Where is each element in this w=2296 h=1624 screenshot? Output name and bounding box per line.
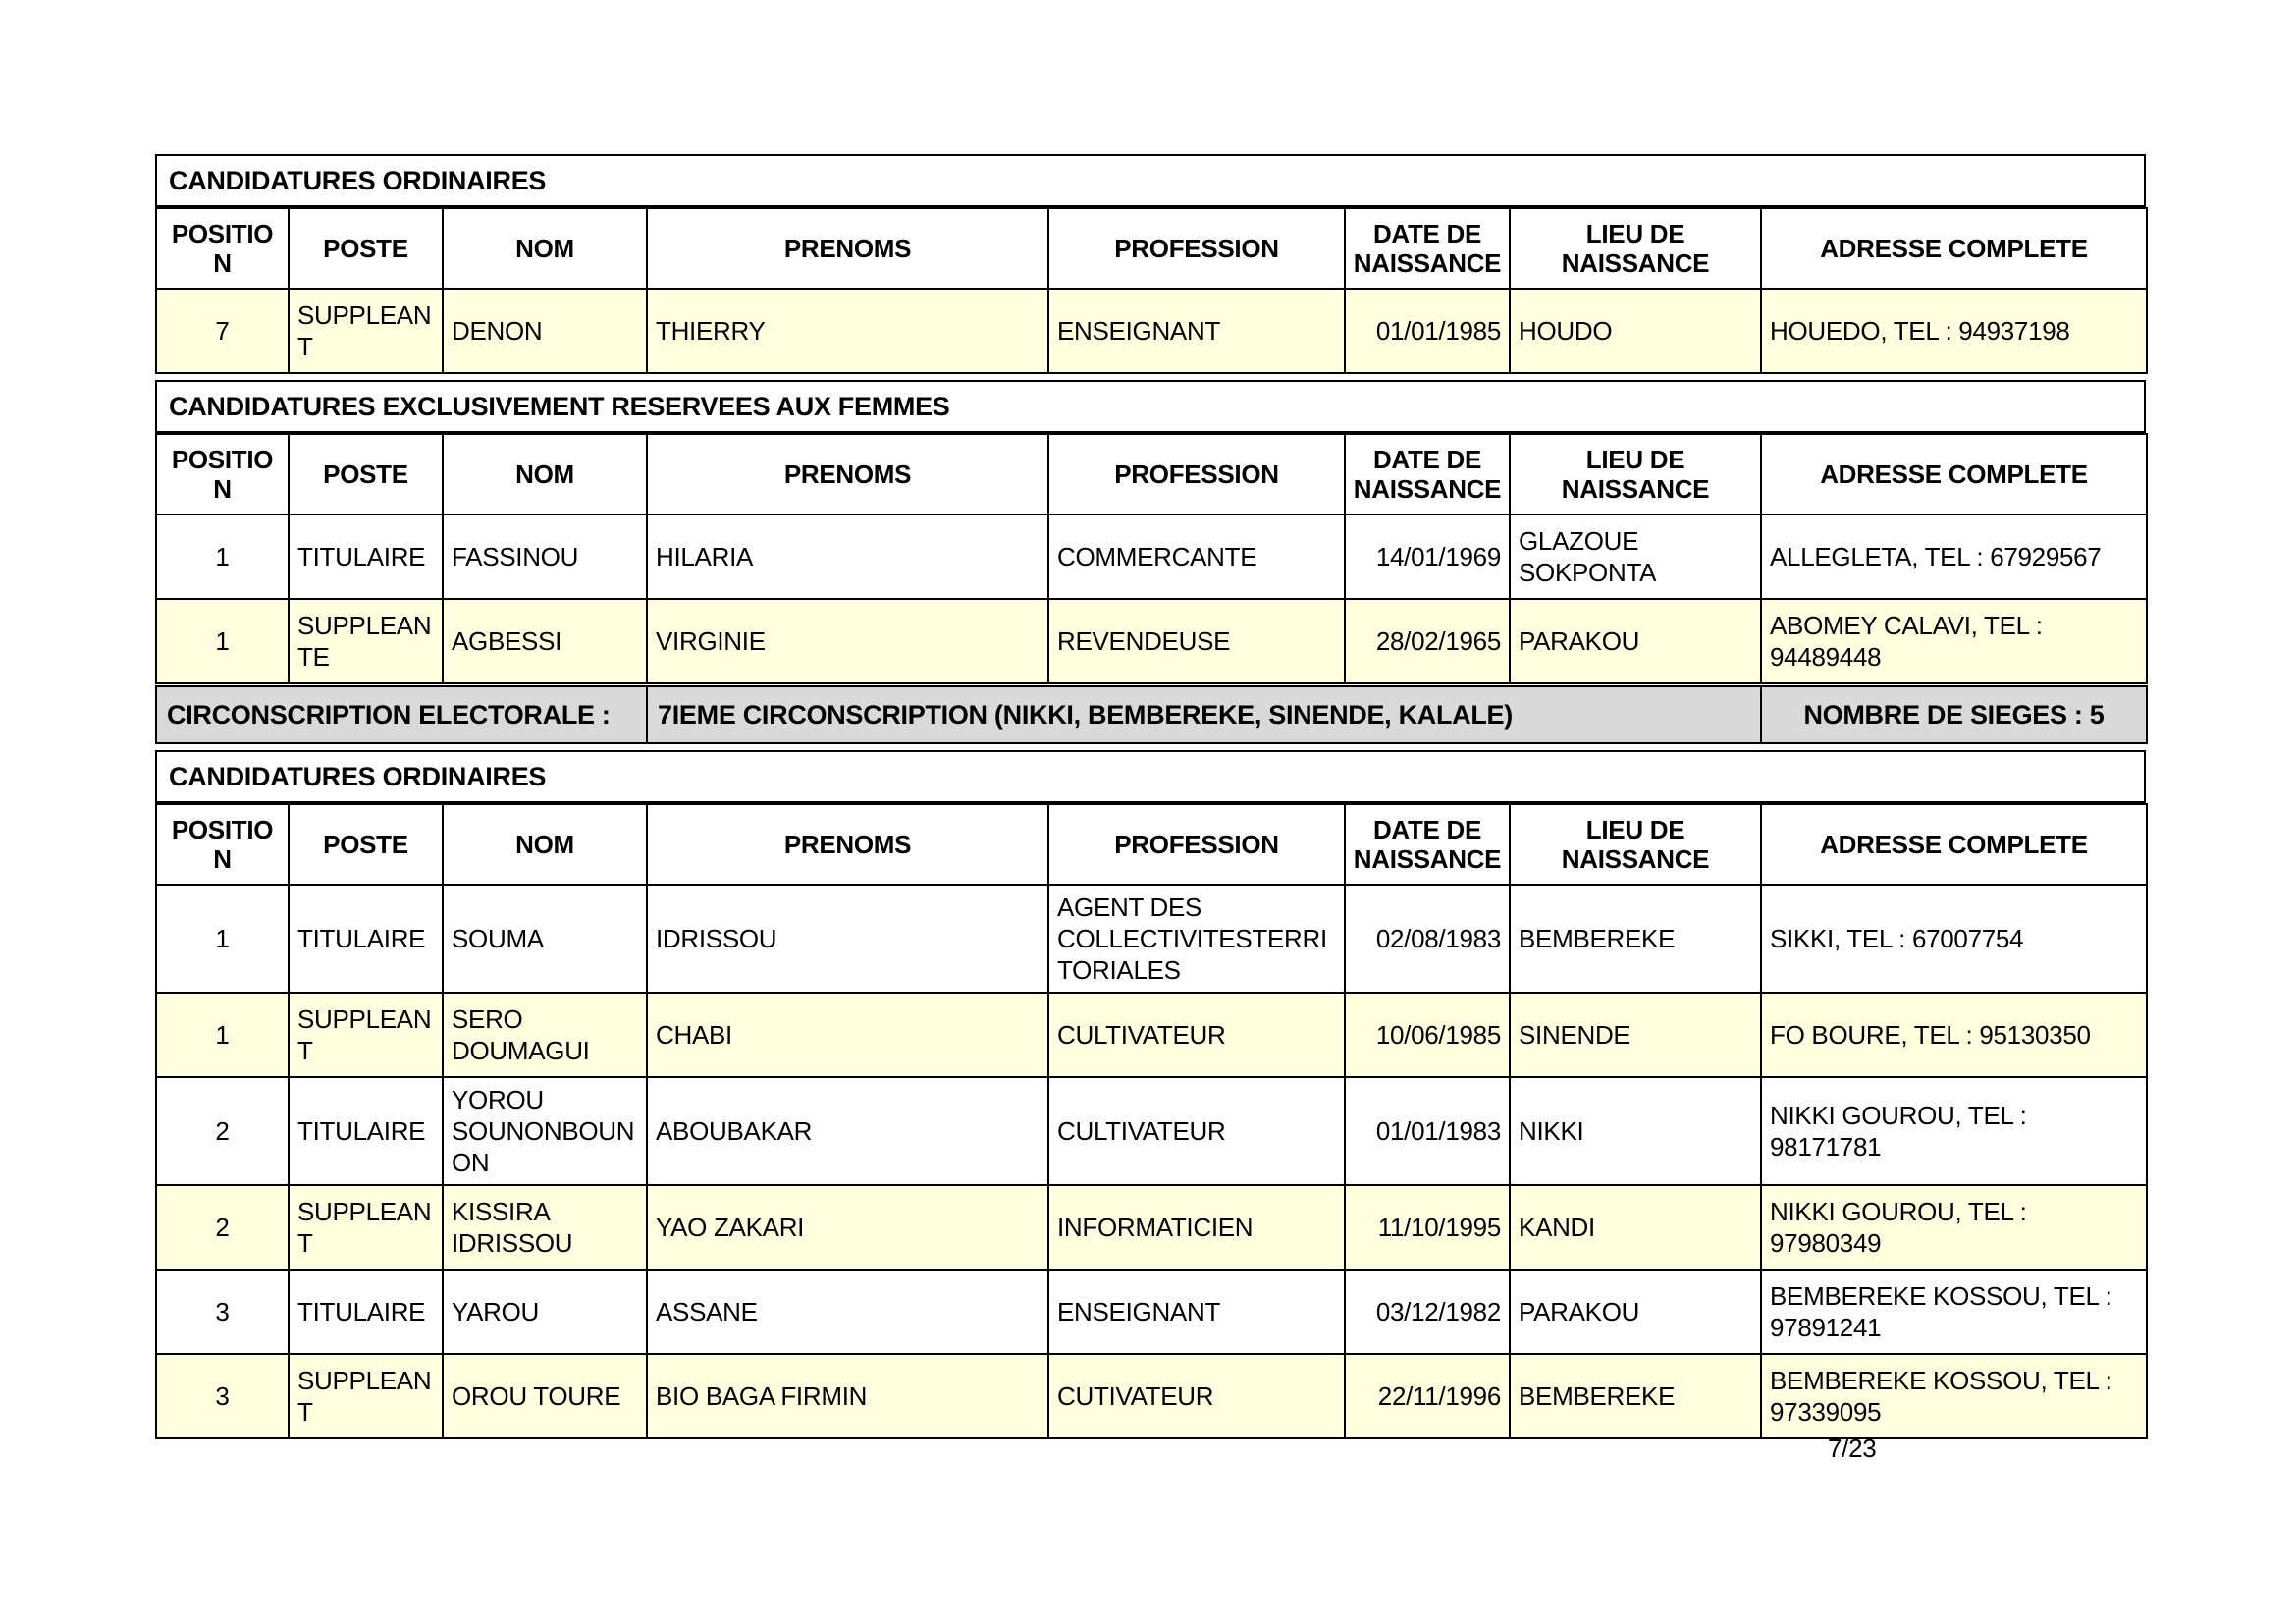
column-header: NOM [443, 804, 647, 885]
cell-position: 2 [156, 1185, 289, 1270]
table-row [156, 1185, 2147, 1270]
column-header: POSITION [156, 434, 289, 514]
cell-position: 1 [156, 514, 289, 599]
circonscription-value: 7IEME CIRCONSCRIPTION (NIKKI, BEMBEREKE, SINENDE, KALALE) [647, 686, 1761, 743]
cell-profession: CUTIVATEUR [1048, 1354, 1345, 1438]
cell-position: 1 [156, 993, 289, 1077]
circonscription-label: CIRCONSCRIPTION ELECTORALE : [156, 686, 647, 743]
cell-poste: SUPPLEANT [289, 1354, 443, 1438]
cell-date_naissance: 02/08/1983 [1345, 885, 1510, 993]
cell-date_naissance: 10/06/1985 [1345, 993, 1510, 1077]
cell-nom: KISSIRA IDRISSOU [443, 1185, 647, 1270]
column-header: LIEU DE NAISSANCE [1510, 434, 1761, 514]
cell-nom: SOUMA [443, 885, 647, 993]
column-header: NOM [443, 208, 647, 289]
cell-prenoms: HILARIA [647, 514, 1048, 599]
cell-nom: SERO DOUMAGUI [443, 993, 647, 1077]
header-row [156, 804, 2147, 885]
candidates-table [155, 207, 2148, 374]
column-header: DATE DE NAISSANCE [1345, 804, 1510, 885]
cell-lieu_naissance: HOUDO [1510, 289, 1761, 373]
cell-prenoms: ASSANE [647, 1270, 1048, 1354]
cell-poste: SUPPLEANTE [289, 599, 443, 683]
column-header: LIEU DE NAISSANCE [1510, 804, 1761, 885]
cell-adresse: ABOMEY CALAVI, TEL : 94489448 [1761, 599, 2147, 683]
cell-position: 3 [156, 1354, 289, 1438]
cell-lieu_naissance: NIKKI [1510, 1077, 1761, 1185]
table-row [156, 885, 2147, 993]
cell-profession: COMMERCANTE [1048, 514, 1345, 599]
column-header: LIEU DE NAISSANCE [1510, 208, 1761, 289]
cell-poste: TITULAIRE [289, 514, 443, 599]
cell-adresse: NIKKI GOUROU, TEL : 97980349 [1761, 1185, 2147, 1270]
cell-lieu_naissance: SINENDE [1510, 993, 1761, 1077]
cell-adresse: BEMBEREKE KOSSOU, TEL : 97891241 [1761, 1270, 2147, 1354]
cell-profession: ENSEIGNANT [1048, 1270, 1345, 1354]
cell-nom: DENON [443, 289, 647, 373]
candidates-table [155, 803, 2148, 1439]
cell-poste: SUPPLEANT [289, 1185, 443, 1270]
table-row [156, 289, 2147, 373]
column-header: ADRESSE COMPLETE [1761, 804, 2147, 885]
column-header: POSITION [156, 804, 289, 885]
column-header: ADRESSE COMPLETE [1761, 434, 2147, 514]
column-header: DATE DE NAISSANCE [1345, 208, 1510, 289]
table-row [156, 993, 2147, 1077]
column-header: DATE DE NAISSANCE [1345, 434, 1510, 514]
column-header: PROFESSION [1048, 434, 1345, 514]
document-body [155, 154, 2146, 1439]
circonscription-row [156, 686, 2147, 743]
cell-position: 7 [156, 289, 289, 373]
header-row [156, 434, 2147, 514]
cell-poste: TITULAIRE [289, 1077, 443, 1185]
cell-profession: AGENT DES COLLECTIVITESTERRITORIALES [1048, 885, 1345, 993]
table-row [156, 1270, 2147, 1354]
cell-date_naissance: 01/01/1985 [1345, 289, 1510, 373]
column-header: PRENOMS [647, 434, 1048, 514]
cell-date_naissance: 11/10/1995 [1345, 1185, 1510, 1270]
section-title-band: CANDIDATURES ORDINAIRES [155, 154, 2146, 207]
table-row [156, 599, 2147, 683]
column-header: PRENOMS [647, 208, 1048, 289]
cell-lieu_naissance: BEMBEREKE [1510, 885, 1761, 993]
column-header: POSTE [289, 804, 443, 885]
column-header: NOM [443, 434, 647, 514]
cell-profession: CULTIVATEUR [1048, 1077, 1345, 1185]
candidates-table [155, 433, 2148, 684]
cell-lieu_naissance: PARAKOU [1510, 599, 1761, 683]
cell-adresse: FO BOURE, TEL : 95130350 [1761, 993, 2147, 1077]
cell-position: 1 [156, 599, 289, 683]
column-header: POSITION [156, 208, 289, 289]
cell-nom: YAROU [443, 1270, 647, 1354]
column-header: ADRESSE COMPLETE [1761, 208, 2147, 289]
table-row [156, 1077, 2147, 1185]
cell-date_naissance: 22/11/1996 [1345, 1354, 1510, 1438]
section-title-band: CANDIDATURES ORDINAIRES [155, 750, 2146, 803]
cell-nom: FASSINOU [443, 514, 647, 599]
column-header: POSTE [289, 434, 443, 514]
cell-date_naissance: 14/01/1969 [1345, 514, 1510, 599]
cell-nom: AGBESSI [443, 599, 647, 683]
cell-nom: OROU TOURE [443, 1354, 647, 1438]
cell-prenoms: YAO ZAKARI [647, 1185, 1048, 1270]
cell-position: 3 [156, 1270, 289, 1354]
column-header: PROFESSION [1048, 208, 1345, 289]
cell-prenoms: CHABI [647, 993, 1048, 1077]
cell-profession: CULTIVATEUR [1048, 993, 1345, 1077]
column-header: PROFESSION [1048, 804, 1345, 885]
candidates-section [155, 380, 2146, 684]
cell-lieu_naissance: PARAKOU [1510, 1270, 1761, 1354]
header-row [156, 208, 2147, 289]
cell-adresse: NIKKI GOUROU, TEL : 98171781 [1761, 1077, 2147, 1185]
candidates-section [155, 750, 2146, 1439]
cell-prenoms: VIRGINIE [647, 599, 1048, 683]
cell-prenoms: IDRISSOU [647, 885, 1048, 993]
cell-poste: SUPPLEANT [289, 993, 443, 1077]
cell-lieu_naissance: BEMBEREKE [1510, 1354, 1761, 1438]
cell-adresse: HOUEDO, TEL : 94937198 [1761, 289, 2147, 373]
cell-profession: REVENDEUSE [1048, 599, 1345, 683]
cell-date_naissance: 28/02/1965 [1345, 599, 1510, 683]
cell-prenoms: BIO BAGA FIRMIN [647, 1354, 1048, 1438]
cell-lieu_naissance: GLAZOUE SOKPONTA [1510, 514, 1761, 599]
cell-profession: ENSEIGNANT [1048, 289, 1345, 373]
cell-lieu_naissance: KANDI [1510, 1185, 1761, 1270]
cell-profession: INFORMATICIEN [1048, 1185, 1345, 1270]
seats-count: NOMBRE DE SIEGES : 5 [1761, 686, 2147, 743]
cell-prenoms: ABOUBAKAR [647, 1077, 1048, 1185]
cell-adresse: SIKKI, TEL : 67007754 [1761, 885, 2147, 993]
column-header: PRENOMS [647, 804, 1048, 885]
cell-adresse: ALLEGLETA, TEL : 67929567 [1761, 514, 2147, 599]
cell-poste: SUPPLEANT [289, 289, 443, 373]
circonscription-section [155, 685, 2146, 744]
circonscription-bar [155, 685, 2148, 744]
page-number: 7/23 [1828, 1434, 1877, 1463]
candidates-section [155, 154, 2146, 374]
cell-poste: TITULAIRE [289, 885, 443, 993]
table-row [156, 1354, 2147, 1438]
cell-adresse: BEMBEREKE KOSSOU, TEL : 97339095 [1761, 1354, 2147, 1438]
cell-poste: TITULAIRE [289, 1270, 443, 1354]
cell-date_naissance: 01/01/1983 [1345, 1077, 1510, 1185]
cell-nom: YOROU SOUNONBOUNON [443, 1077, 647, 1185]
cell-prenoms: THIERRY [647, 289, 1048, 373]
cell-position: 2 [156, 1077, 289, 1185]
table-row [156, 514, 2147, 599]
cell-position: 1 [156, 885, 289, 993]
cell-date_naissance: 03/12/1982 [1345, 1270, 1510, 1354]
column-header: POSTE [289, 208, 443, 289]
section-title-band: CANDIDATURES EXCLUSIVEMENT RESERVEES AUX FEMMES [155, 380, 2146, 433]
